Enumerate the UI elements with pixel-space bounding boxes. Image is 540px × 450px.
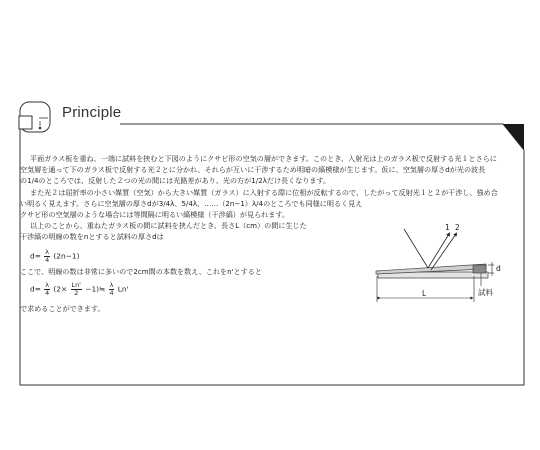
sample-block: [473, 265, 486, 273]
formula-part: Ln': [117, 284, 129, 294]
text-line: い明るく見えます。さらに空気層の厚さdが3/4λ、5/4λ、……（2n−1）λ/4のところでも同様に明るく見え: [20, 198, 363, 208]
text-line: 空気層を通って下のガラス板で反射する光２とに分かれ、それらが互いに干渉するため明暗の縞模様が生じます。仮に、空気層の厚さdが光の波長: [20, 165, 486, 175]
text-line: また光２は屈折率の小さい媒質（空気）から大きい媒質（ガラス）に入射する際に位相が反転するので、したがって反射光１と２が干渉し、強め合: [30, 187, 498, 197]
text-line: クサビ形の空気層のような場合には等間隔に明るい縞模様（干渉縞）が見られます。: [20, 210, 289, 220]
ray-label-1: 1: [445, 223, 450, 232]
ray-label-2: 2: [455, 223, 460, 232]
fraction-den: 2: [74, 289, 79, 297]
text-line: 干渉縞の明線の数をnとすると試料の厚さdは: [20, 232, 164, 242]
formula-part: (2×: [53, 284, 68, 294]
formula-part: −1)≒: [85, 284, 106, 294]
reflected-ray-1: [428, 234, 449, 268]
text-line: ここで、明線の数は非常に多いので2cm間の本数を数え、これをn'とすると: [20, 267, 262, 276]
fraction-num: λ: [109, 281, 114, 289]
page-title: Principle: [62, 104, 122, 121]
incident-ray: [404, 229, 428, 268]
sample-label: 試料: [478, 288, 493, 297]
text-line: で求めることができます。: [20, 304, 105, 313]
thickness-label: d: [496, 264, 501, 273]
text-line: の1/4のところでは、反射した２つの光の間には光路差があり、光の方が1/2λだけ長くなります。: [20, 176, 331, 186]
fraction-num: λ: [45, 248, 50, 256]
formula-rest: (2n−1): [53, 251, 80, 261]
length-label: L: [422, 289, 427, 298]
fraction-den: 4: [45, 256, 50, 264]
fraction-den: 4: [45, 289, 50, 297]
text-line: 平面ガラス板を重ね、一端に試料を挟むと下図のようにクサビ形の空気の層ができます。このとき、入射光は上のガラス板で反射する光１とさらに: [30, 154, 497, 163]
text-line: 以上のことから、重ねたガラス板の間に試料を挟んだとき、長さL（cm）の間に生じた: [30, 221, 307, 231]
fraction-den: 4: [109, 289, 114, 297]
formula-lhs: d=: [30, 251, 41, 261]
reflected-ray-2: [431, 234, 456, 270]
formula-lhs: d=: [30, 284, 41, 294]
fraction-num: λ: [45, 281, 50, 289]
fraction-num: Ln': [71, 281, 81, 289]
